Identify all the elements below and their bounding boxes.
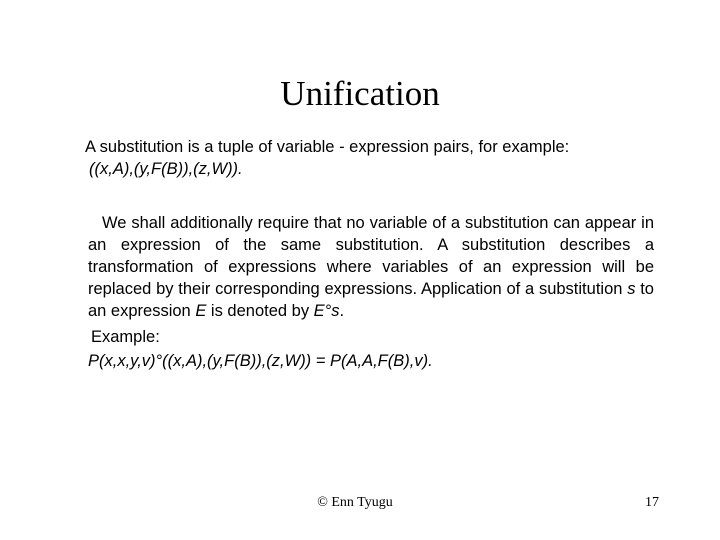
page-number: 17 (645, 495, 659, 510)
example-label: Example: (91, 328, 160, 346)
intro-example-expression: ((x,A),(y,F(B)),(z,W)). (89, 160, 243, 178)
footer-credit: © Enn Tyugu (317, 495, 393, 510)
body-text-part3: is denoted by (206, 302, 314, 320)
body-var-es: E°s (313, 302, 340, 320)
slide-title: Unification (280, 74, 440, 113)
body-var-s: s (627, 280, 636, 298)
intro-text: A substitution is a tuple of variable - expression pairs, for example: (85, 138, 570, 156)
body-paragraph (88, 212, 654, 322)
example-formula: P(x,x,y,v)°((x,A),(y,F(B)),(z,W)) = P(A,A,F(B),v). (88, 352, 433, 370)
body-text-part4: . (339, 302, 345, 320)
intro-example (85, 158, 665, 180)
body-text-part1: We shall additionally require that no variable of a substitution can appear in an expression of the same substitution. A substitution describes a transformation of expressions where variables of an expression will be replaced by their corresponding expressions. Application of a substitution (88, 214, 654, 298)
intro-paragraph (85, 136, 665, 180)
body-var-e: E (195, 302, 207, 320)
body-text-part2: to an expression (88, 280, 654, 320)
